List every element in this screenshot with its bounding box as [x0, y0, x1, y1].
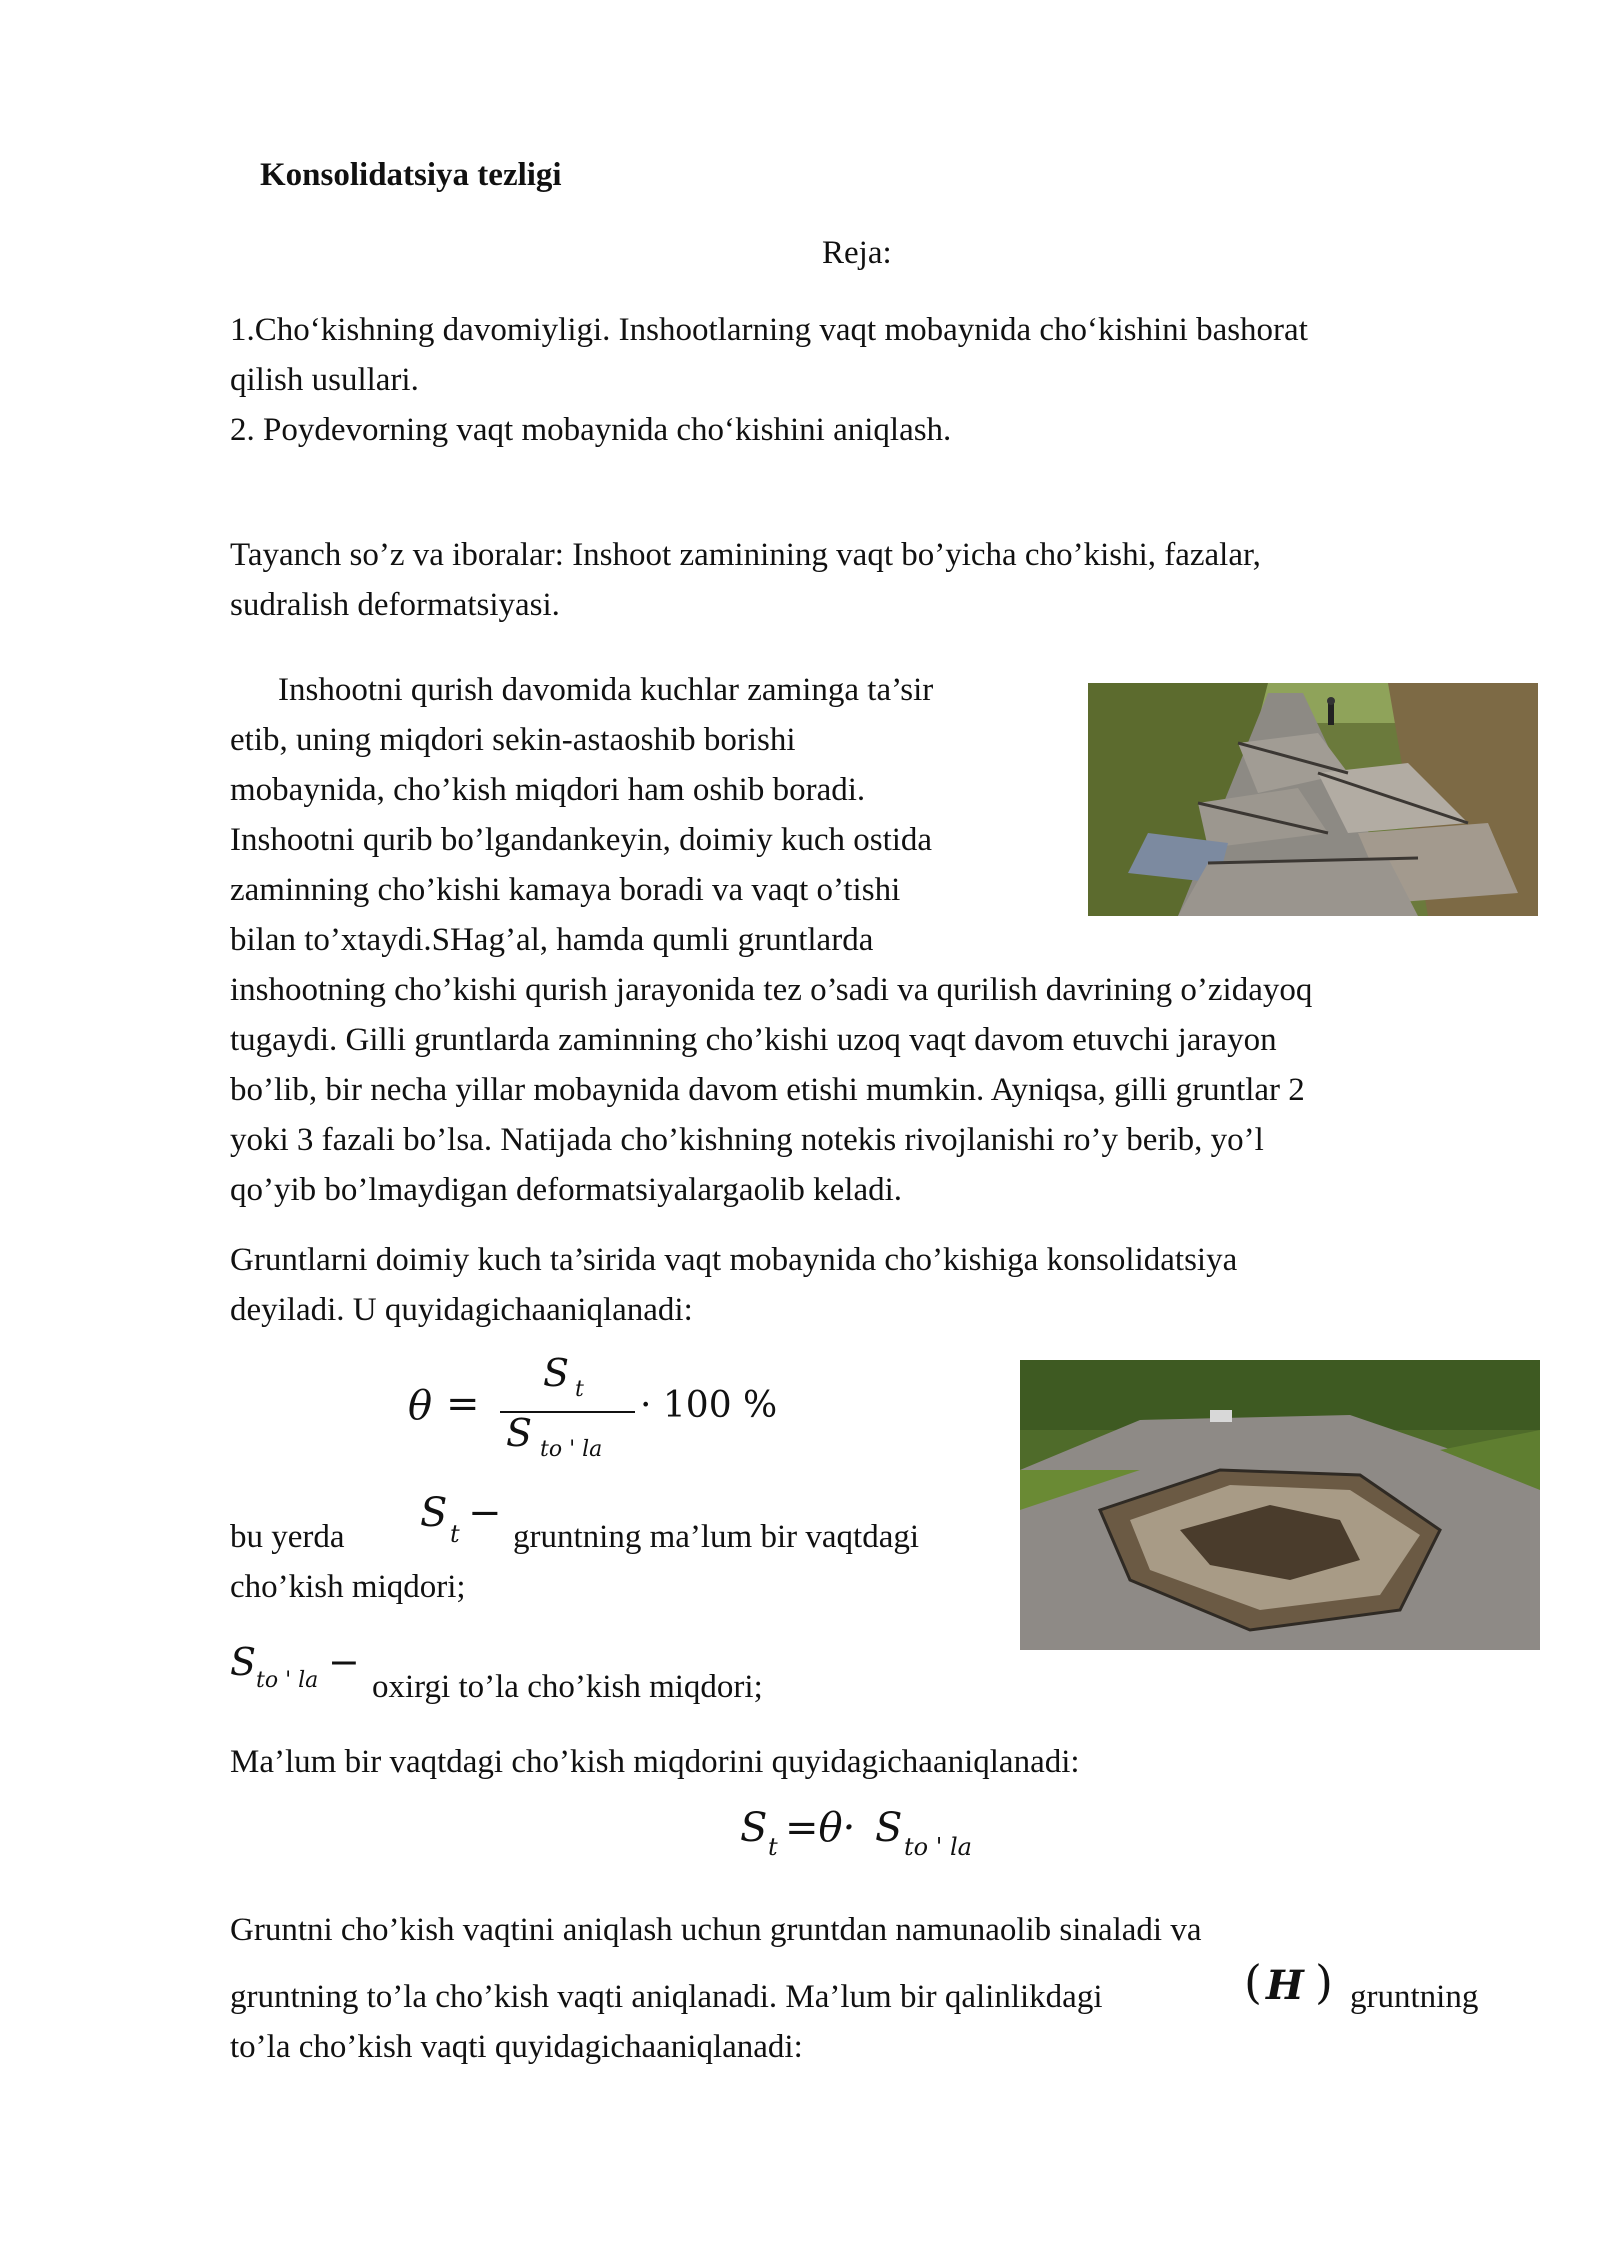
formula1-tail: · 100 % — [640, 1385, 778, 1426]
plan-item-1-cont: qilish usullari. — [230, 362, 419, 398]
def2-text: oxirgi to’la cho’kish miqdori; — [372, 1669, 763, 1705]
formula2-s2: S — [875, 1805, 903, 1851]
def2-symbol-sub: to ' la — [256, 1668, 319, 1693]
paragraph2-line-2: deyiladi. U quyidagichaaniqlanadi: — [230, 1292, 693, 1328]
paragraph1-line: bilan to’xtaydi.SHag’al, hamda qumli gruntlarda — [230, 922, 874, 958]
h-close-paren: ) — [1315, 1955, 1333, 2009]
h-open-paren: ( — [1244, 1955, 1262, 2009]
def2-symbol: S — [230, 1640, 257, 1684]
h-symbol: H — [1266, 1962, 1304, 2009]
paragraph1-line: tugaydi. Gilli gruntlarda zaminning cho’kishi uzoq vaqt davom etuvchi jarayon — [230, 1022, 1277, 1058]
paragraph1-line: qo’yib bo’lmaydigan deformatsiyalargaolib keladi. — [230, 1172, 903, 1208]
keywords-line-1: Tayanch so’z va iboralar: Inshoot zaminining vaqt bo’yicha cho’kishi, fazalar, — [230, 537, 1261, 573]
paragraph1-line: mobaynida, cho’kish miqdori ham oshib boradi. — [230, 772, 866, 808]
keywords-line-2: sudralish deformatsiyasi. — [230, 587, 560, 623]
settlement-formula — [740, 1805, 1020, 1885]
paragraph2-line-1: Gruntlarni doimiy kuch ta’sirida vaqt mobaynida cho’kishiga konsolidatsiya — [230, 1242, 1238, 1278]
paragraph4-line-3: to’la cho’kish vaqti quyidagichaaniqlanadi: — [230, 2029, 803, 2065]
paragraph3: Ma’lum bir vaqtdagi cho’kish miqdorini quyidagichaaniqlanadi: — [230, 1744, 1080, 1780]
paragraph1-line: yoki 3 fazali bo’lsa. Natijada cho’kishning notekis rivojlanishi ro’y berib, yo’l — [230, 1122, 1264, 1158]
paragraph1-line: Inshootni qurish davomida kuchlar zaminga ta’sir — [278, 672, 934, 708]
def1-dash: − — [468, 1490, 502, 1536]
def1-text-1: gruntning ma’lum bir vaqtdagi — [513, 1519, 920, 1555]
plan-heading: Reja: — [822, 235, 892, 271]
formula2-s1-sub: t — [768, 1833, 778, 1861]
paragraph1-line: zaminning cho’kishi kamaya boradi va vaqt o’tishi — [230, 872, 901, 908]
formula2-s2-sub: to ' la — [904, 1833, 972, 1861]
cracked-road-photo-1 — [1088, 683, 1538, 916]
def1-symbol-sub: t — [450, 1520, 460, 1548]
paragraph1-line: bo’lib, bir necha yillar mobaynida davom etishi mumkin. Ayniqsa, gilli gruntlar 2 — [230, 1072, 1305, 1108]
formula1-denominator-sub: to ' la — [540, 1437, 603, 1462]
formula1-numerator-sub: t — [575, 1377, 584, 1402]
consolidation-formula — [408, 1351, 828, 1475]
paragraph1-line: etib, uning miqdori sekin-astaoshib borishi — [230, 722, 796, 758]
formula2-eq: =θ· — [785, 1805, 856, 1851]
plan-item-2: 2. Poydevorning vaqt mobaynida cho‘kishini aniqlash. — [230, 412, 952, 448]
paragraph4-line-2-end: gruntning — [1350, 1979, 1479, 2015]
cracked-road-photo-2 — [1020, 1360, 1540, 1650]
definition-prefix: bu yerda — [230, 1519, 345, 1555]
formula1-denominator: S — [506, 1411, 533, 1455]
paragraph4-line-1: Gruntni cho’kish vaqtini aniqlash uchun gruntdan namunaolib sinaladi va — [230, 1912, 1202, 1948]
plan-item-1: 1.Cho‘kishning davomiyligi. Inshootlarning vaqt mobaynida cho‘kishini bashorat — [230, 312, 1308, 348]
formula1-numerator: S — [543, 1351, 570, 1395]
def2-dash: − — [328, 1640, 360, 1684]
formula2-s1: S — [740, 1805, 768, 1851]
page-title: Konsolidatsiya tezligi — [260, 157, 562, 193]
paragraph4-line-2: gruntning to’la cho’kish vaqti aniqlanadi. Ma’lum bir qalinlikdagi — [230, 1979, 1103, 2015]
formula1-theta: θ — [408, 1383, 433, 1429]
def1-text-2: cho’kish miqdori; — [230, 1569, 466, 1605]
formula1-equals: = — [446, 1381, 480, 1427]
paragraph1-line: Inshootni qurib bo’lgandankeyin, doimiy kuch ostida — [230, 822, 933, 858]
paragraph1-line: inshootning cho’kishi qurish jarayonida tez o’sadi va qurilish davrining o’zidayoq — [230, 972, 1313, 1008]
def1-symbol: S — [420, 1490, 448, 1536]
